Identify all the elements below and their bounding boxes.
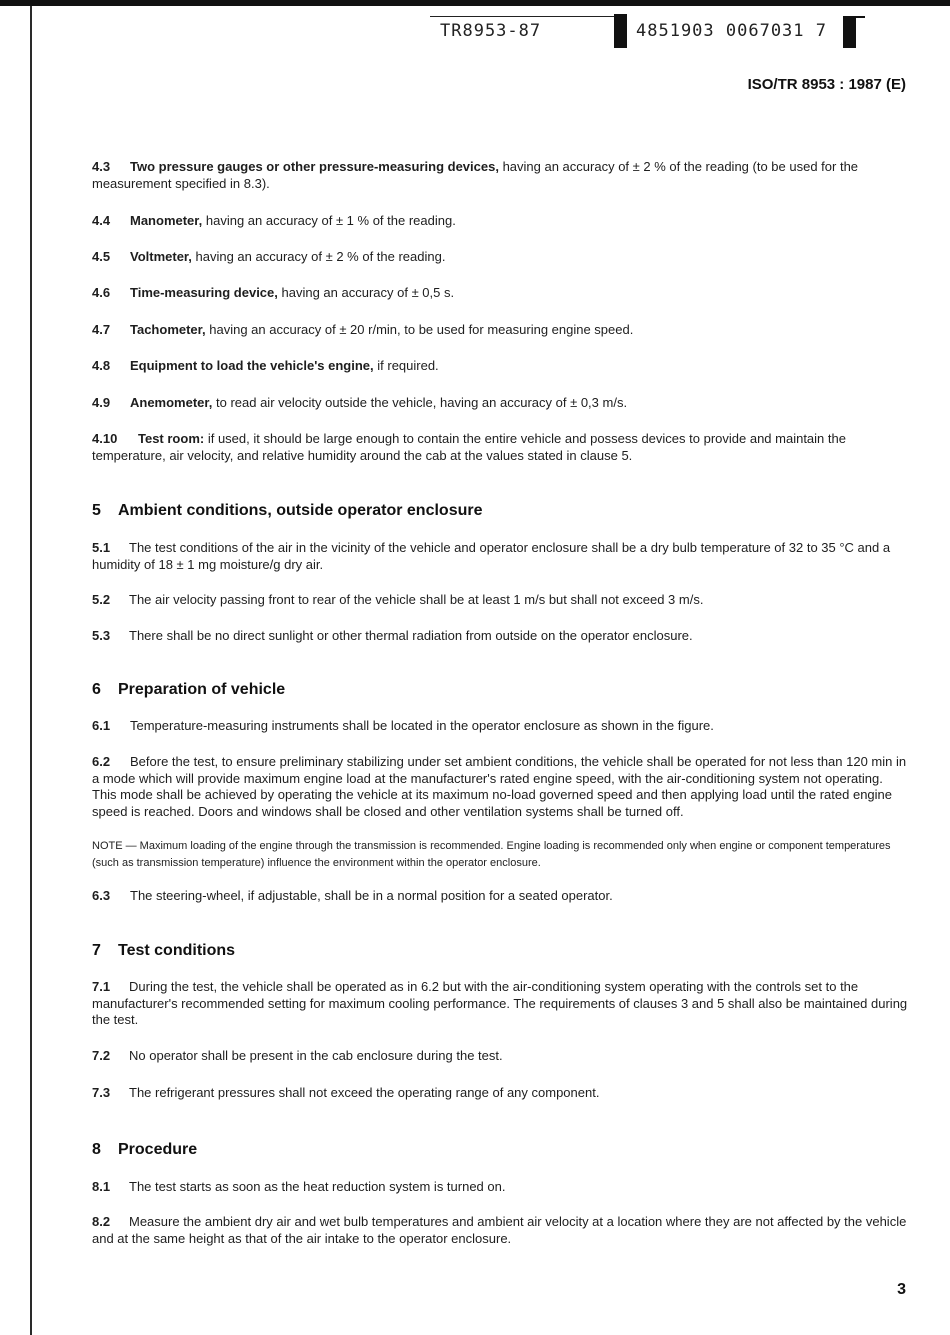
clause-text: to read air velocity outside the vehicle, having an accuracy of ± 0,3 m/s. bbox=[212, 395, 628, 410]
clause-title: Anemometer, bbox=[130, 395, 213, 410]
clause-paragraph bbox=[92, 1179, 908, 1196]
clause-title: Time-measuring device, bbox=[130, 285, 278, 300]
section-heading bbox=[92, 1141, 197, 1159]
clause-text: having an accuracy of ± 1 % of the reading. bbox=[202, 213, 456, 228]
clause-number: 5.2 bbox=[92, 592, 111, 607]
clause-text: The refrigerant pressures shall not exceed the operating range of any component. bbox=[129, 1085, 600, 1100]
section-title: Preparation of vehicle bbox=[118, 681, 286, 698]
clause-title: Equipment to load the vehicle's engine, bbox=[130, 358, 374, 373]
clause-number: 4.4 bbox=[92, 213, 111, 228]
clause-text: The steering-wheel, if adjustable, shall be in a normal position for a seated operator. bbox=[130, 888, 613, 903]
clause-paragraph bbox=[92, 888, 908, 905]
clause-text: Temperature-measuring instruments shall be located in the operator enclosure as shown in the figure. bbox=[130, 718, 714, 733]
clause-text: if required. bbox=[373, 358, 439, 373]
clause-number: 4.8 bbox=[92, 358, 111, 373]
catalog-code: 4851903 0067031 7 bbox=[636, 21, 827, 41]
page-number: 3 bbox=[897, 1281, 906, 1298]
clause-text: having an accuracy of ± 0,5 s. bbox=[277, 285, 455, 300]
clause-text: having an accuracy of ± 2 % of the reading (to be used for the measurement specified in 8.3). bbox=[92, 159, 859, 191]
clause-text: Measure the ambient dry air and wet bulb temperatures and ambient air velocity at a location where they are not affected by the vehicle and at the same height as that of the air intake to the operator enclosure. bbox=[92, 1214, 907, 1246]
clause-title: Two pressure gauges or other pressure-measuring devices, bbox=[130, 159, 499, 174]
clause-number: 6.1 bbox=[92, 718, 111, 733]
clause-title: Test room: bbox=[138, 431, 205, 446]
clause-number: 4.7 bbox=[92, 322, 111, 337]
section-heading bbox=[92, 681, 285, 699]
barcode-mark bbox=[614, 14, 627, 48]
clause-text: having an accuracy of ± 20 r/min, to be used for measuring engine speed. bbox=[205, 322, 634, 337]
clause-title: Manometer, bbox=[130, 213, 203, 228]
section-title: Test conditions bbox=[118, 942, 236, 959]
clause-number: 7.2 bbox=[92, 1048, 111, 1063]
standard-id: ISO/TR 8953 : 1987 (E) bbox=[747, 76, 906, 93]
clause-number: 7.1 bbox=[92, 979, 111, 994]
clause-item bbox=[92, 213, 908, 230]
clause-text: The air velocity passing front to rear of the vehicle shall be at least 1 m/s but shall not exceed 3 m/s. bbox=[129, 592, 704, 607]
section-number: 7 bbox=[92, 942, 101, 959]
clause-item bbox=[92, 285, 908, 302]
clause-number: 4.5 bbox=[92, 249, 111, 264]
section-title: Procedure bbox=[118, 1141, 198, 1158]
clause-paragraph bbox=[92, 1048, 908, 1065]
clause-text: Before the test, to ensure preliminary stabilizing under set ambient conditions, the vehicle shall be operated for not less than 120 min in a mode which will provide maximum engine load at the manufacturer's rated engine speed, with the air-conditioning system not operating. This mode shall be achieved by operating the vehicle at its maximum no-load governed speed and then applying load until the rated engine speed is reached. Doors and windows shall be closed and other ventilation systems shall be turned off. bbox=[92, 754, 907, 819]
document-code: TR8953-87 bbox=[440, 21, 542, 41]
section-heading bbox=[92, 942, 235, 960]
clause-number: 4.3 bbox=[92, 159, 111, 174]
clause-paragraph bbox=[92, 979, 908, 1029]
clause-item bbox=[92, 159, 908, 192]
clause-number: 4.9 bbox=[92, 395, 111, 410]
clause-paragraph bbox=[92, 1085, 908, 1102]
clause-number: 8.1 bbox=[92, 1179, 111, 1194]
clause-paragraph bbox=[92, 592, 908, 609]
section-title: Ambient conditions, outside operator enclosure bbox=[118, 502, 483, 519]
section-number: 6 bbox=[92, 681, 101, 698]
clause-item bbox=[92, 249, 908, 266]
clause-item bbox=[92, 395, 908, 412]
clause-number: 8.2 bbox=[92, 1214, 111, 1229]
clause-item bbox=[92, 322, 908, 339]
header-rule bbox=[430, 16, 618, 17]
section-heading bbox=[92, 502, 482, 520]
clause-number: 6.3 bbox=[92, 888, 111, 903]
barcode-mark bbox=[843, 16, 856, 48]
clause-text: The test starts as soon as the heat reduction system is turned on. bbox=[129, 1179, 506, 1194]
clause-paragraph bbox=[92, 540, 908, 573]
clause-number: 4.6 bbox=[92, 285, 111, 300]
clause-item bbox=[92, 431, 908, 464]
clause-number: 5.3 bbox=[92, 628, 111, 643]
clause-number: 4.10 bbox=[92, 431, 118, 446]
clause-text: if used, it should be large enough to contain the entire vehicle and possess devices to provide and maintain the temperature, air velocity, and relative humidity around the cab at the values stated in clause 5. bbox=[92, 431, 846, 463]
scan-top-border bbox=[0, 0, 950, 6]
section-number: 8 bbox=[92, 1141, 101, 1158]
section-number: 5 bbox=[92, 502, 101, 519]
clause-number: 5.1 bbox=[92, 540, 111, 555]
clause-number: 7.3 bbox=[92, 1085, 111, 1100]
clause-paragraph bbox=[92, 1214, 908, 1247]
clause-text: having an accuracy of ± 2 % of the reading. bbox=[191, 249, 446, 264]
clause-text: No operator shall be present in the cab enclosure during the test. bbox=[129, 1048, 503, 1063]
note-text: NOTE — Maximum loading of the engine through the transmission is recommended. Engine loading is recommended only when engine or component temperatures (such as transmission temperature) influence the environment within the operator enclosure. bbox=[92, 840, 891, 869]
clause-number: 6.2 bbox=[92, 754, 111, 769]
clause-title: Voltmeter, bbox=[130, 249, 192, 264]
clause-paragraph bbox=[92, 754, 908, 820]
clause-paragraph bbox=[92, 628, 908, 645]
scan-left-border bbox=[30, 6, 32, 1335]
clause-text: During the test, the vehicle shall be operated as in 6.2 but with the air-conditioning system operating with the controls set to the manufacturer's recommended setting for maximum cooling performance. The requirements of clauses 3 and 5 shall also be maintained during the test. bbox=[92, 979, 908, 1027]
clause-text: The test conditions of the air in the vicinity of the vehicle and operator enclosure shall be a dry bulb temperature of 32 to 35 °C and a humidity of 18 ± 1 mg moisture/g dry air. bbox=[92, 540, 891, 572]
clause-title: Tachometer, bbox=[130, 322, 206, 337]
clause-paragraph bbox=[92, 718, 908, 735]
clause-item bbox=[92, 358, 908, 375]
clause-text: There shall be no direct sunlight or other thermal radiation from outside on the operator enclosure. bbox=[129, 628, 693, 643]
